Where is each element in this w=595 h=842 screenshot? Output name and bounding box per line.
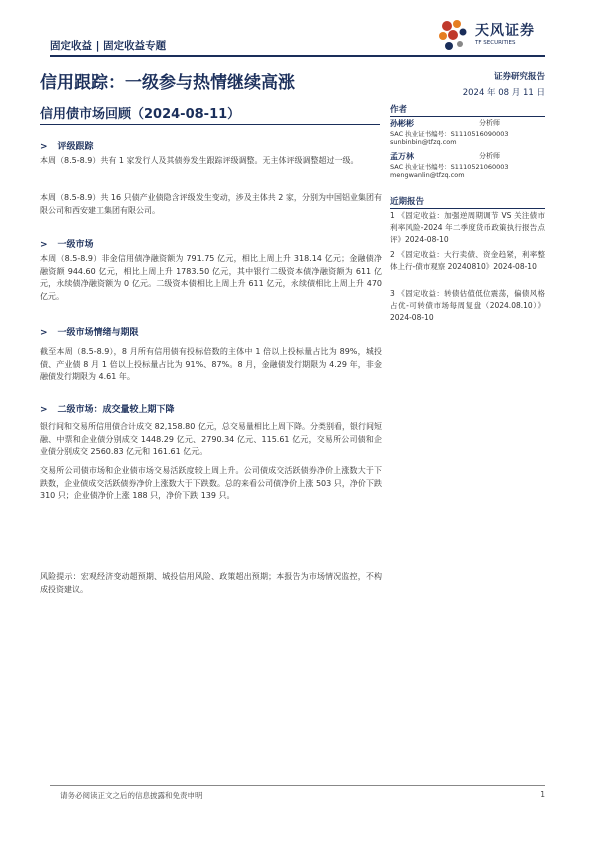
author-name: 孟万林 bbox=[390, 152, 414, 161]
logo-icon bbox=[435, 18, 471, 54]
related-report-item[interactable]: 3 《固定收益：转债估值低位震荡，偏债风格占优-可转债市场每周复盘（2024.08.10）》 2024-08-10 bbox=[390, 289, 545, 322]
related-report-item[interactable]: 2 《固定收益：大行卖债、资金趋紧，利率整体上行-债市观察 20240810》2024-08-10 bbox=[390, 250, 545, 271]
report-title: 信用跟踪：一级参与热情继续高涨 bbox=[40, 73, 295, 93]
logo bbox=[435, 18, 555, 54]
paragraph: 本周（8.5-8.9）共有 1 家发行人及其债券发生跟踪评级调整。无主体评级调整超过一级。 bbox=[40, 156, 359, 165]
report-date: 2024 年 08 月 11 日 bbox=[462, 88, 545, 98]
bullet-icon: > bbox=[40, 328, 48, 338]
author-block-1 bbox=[390, 118, 555, 146]
paragraph: 本周（8.5-8.9）共 16 只债产业债隐含评级发生变动，涉及主体共 2 家，分别为中国铝业集团有限公司和西安建工集团有限公司。 bbox=[40, 193, 382, 215]
related-heading: 近期报告 bbox=[390, 195, 545, 209]
author-email[interactable]: mengwanlin@tfzq.com bbox=[390, 171, 465, 179]
author-license: SAC 执业证书编号：S1110516090003 bbox=[390, 130, 509, 138]
author-license: SAC 执业证书编号：S1110521060003 bbox=[390, 163, 509, 171]
author-name: 孙彬彬 bbox=[390, 119, 414, 128]
footer-rule bbox=[50, 785, 545, 786]
risk-warning: 风险提示：宏观经济变动超预期、城投信用风险、政策超出预期；本报告为市场情况监控，不构成投资建议。 bbox=[40, 572, 382, 594]
header-rule bbox=[50, 55, 545, 57]
logo-text-en: TF SECURITIES bbox=[475, 40, 516, 46]
report-subtitle: 信用债市场回顾（2024-08-11） bbox=[40, 107, 241, 122]
author-role: 分析师 bbox=[479, 119, 500, 127]
author-role: 分析师 bbox=[479, 152, 500, 160]
paragraph: 银行间和交易所信用债合计成交 82,158.80 亿元，总交易量相比上周下降。分类别看，银行间短融、中票和企业债分别成交 1448.29 亿元、2790.34 亿元、115.61 亿元，交易所公司债和企业债分别成交 2560.83 亿元和 161.61 亿元。 bbox=[40, 422, 382, 456]
author-block-2 bbox=[390, 151, 555, 179]
page-number: 1 bbox=[540, 790, 545, 799]
section-heading: > 评级跟踪 bbox=[40, 142, 94, 152]
footer-disclaimer: 请务必阅读正文之后的信息披露和免责申明 bbox=[60, 791, 203, 800]
subtitle-rule bbox=[40, 124, 380, 125]
logo-text-cn: 天风证券 bbox=[475, 23, 535, 39]
authors-heading: 作者 bbox=[390, 103, 545, 117]
report-type: 证券研究报告 bbox=[493, 72, 545, 82]
paragraph: 本周（8.5-8.9）非金信用债净融资额为 791.75 亿元，相比上周上升 318.14 亿元；金融债净融资额 944.60 亿元，相比上周上升 1783.50 亿元，其中银行二级资本债净融资额为 611 亿元，永续债净融资额为 0 亿元。二级资本债相比上周上升 611 亿元，永续债相比上周上升 470 亿元。 bbox=[40, 254, 382, 301]
paragraph: 截至本周（8.5-8.9），8 月所有信用债有投标倍数的主体中 1 倍以上投标量占比为 89%，城投债、产业债 8 月 1 倍以上投标量占比为 91%、87%。8 月，金融债发行期限为 4.29 年，非金融债发行期限为 4.61 年。 bbox=[40, 347, 382, 381]
paragraph: 交易所公司债市场和企业债市场交易活跃度较上周上升。公司债成交活跃债券净价上涨数大于下跌数，企业债成交活跃债券净价上涨数大于下跌数。总的来看公司债净价上涨 503 只，净价下跌 310 只；企业债净价上涨 188 只，净价下跌 139 只。 bbox=[40, 466, 382, 500]
bullet-icon: > bbox=[40, 142, 48, 152]
author-email[interactable]: sunbinbin@tfzq.com bbox=[390, 138, 457, 146]
header-label: 固定收益 | 固定收益专题 bbox=[50, 40, 167, 52]
related-report-item[interactable]: 1 《固定收益：加强逆周期调节 VS 关注债市利率风险-2024 年二季度货币政策执行报告点评》2024-08-10 bbox=[390, 211, 545, 244]
bullet-icon: > bbox=[40, 240, 48, 250]
bullet-icon: > bbox=[40, 405, 48, 415]
section-heading: > 二级市场：成交量较上期下降 bbox=[40, 405, 175, 415]
section-heading: > 一级市场情绪与期限 bbox=[40, 328, 139, 338]
section-heading: > 一级市场 bbox=[40, 240, 94, 250]
